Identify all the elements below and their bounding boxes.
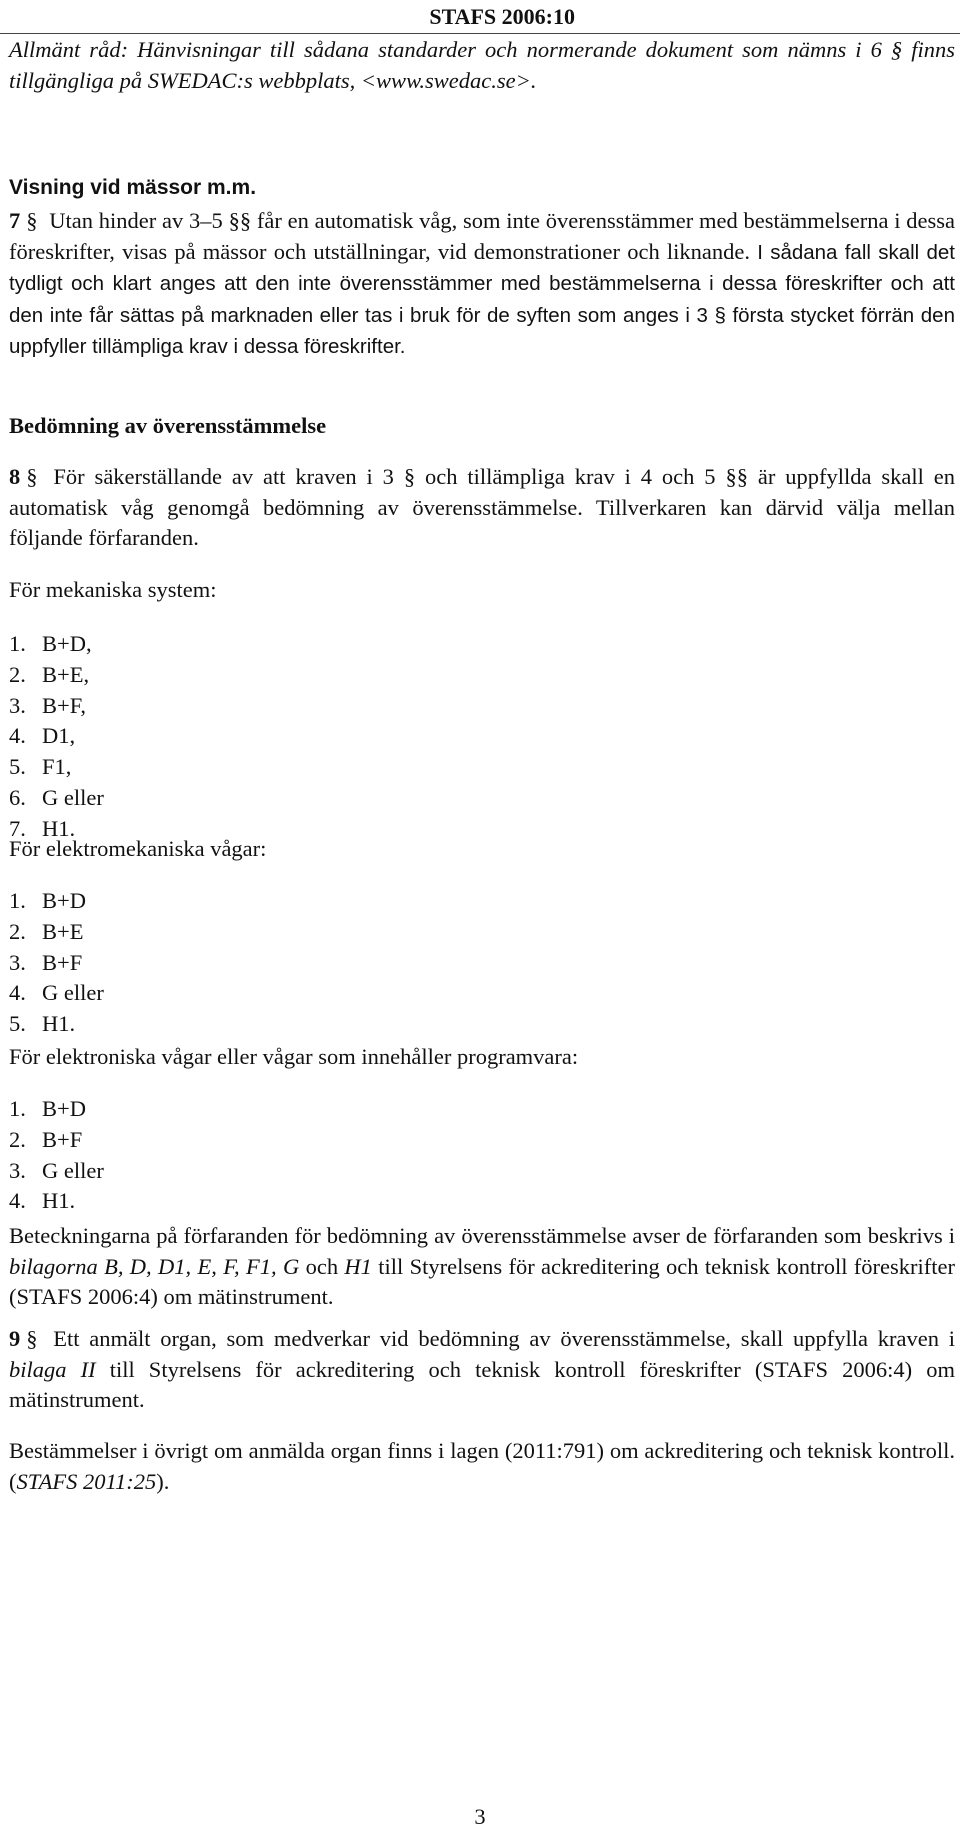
- paragraph-8-text: För säkerställande av att kraven i 3 § och tillämpliga krav i 4 och 5 §§ är uppfyllda skall en automatisk våg genomgå bedömning av överensstämmelse. Tillverkaren kan därvid välja mellan följande förfaranden.: [9, 464, 955, 550]
- mechanical-label: För mekaniska system:: [9, 577, 217, 602]
- list-item: 1. B+D: [9, 1096, 86, 1121]
- header-rule: [0, 33, 960, 34]
- list-item: 3. B+F,: [9, 692, 87, 718]
- mechanical-list: [9, 629, 104, 845]
- section-number-7: 7: [9, 208, 21, 233]
- list-item: 2. B+E: [9, 918, 84, 944]
- list-item: 4. G eller: [9, 980, 104, 1006]
- heading-assessment: Bedömning av överensstämmelse: [9, 413, 327, 438]
- section-sign: §: [26, 208, 38, 233]
- paragraph-9: 9 § Ett anmält organ, som medverkar vid bedömning av överensstämmelse, skall uppfylla kraven i bilaga II till Styrelsens för ackreditering och teknisk kontroll föreskrifter (STAFS 2006:4) om mätinstrument.: [9, 1326, 956, 1412]
- list-item: 7. H1.: [9, 815, 76, 841]
- list-item: 1. B+D,: [9, 631, 92, 656]
- electronic-list: [9, 1094, 104, 1217]
- amendment-ref: STAFS 2011:25: [16, 1468, 157, 1494]
- closing-paragraph: Bestämmelser i övrigt om anmälda organ finns i lagen (2011:791) om ackreditering och teknisk kontroll. (STAFS 2011:25).: [9, 1438, 955, 1494]
- section-sign: §: [26, 1326, 38, 1351]
- list-item: 3. B+F: [9, 949, 83, 975]
- annex-list: bilagorna B, D, D1, E, F, F1, G: [9, 1253, 300, 1279]
- list-item: 2. B+E,: [9, 661, 90, 687]
- list-item: 4. H1.: [9, 1188, 76, 1214]
- paragraph-7: [9, 206, 955, 363]
- electronic-label: För elektroniska vågar eller vågar som innehåller programvara:: [9, 1044, 579, 1069]
- list-item: 5. F1,: [9, 754, 72, 780]
- section-sign: §: [26, 464, 38, 489]
- list-item: 6. G eller: [9, 784, 104, 810]
- section-number-8: 8: [9, 464, 21, 489]
- designations-paragraph: Beteckningarna på förfaranden för bedömning av överensstämmelse avser de förfaranden som beskrivs i bilagorna B, D, D1, E, F, F1, G och H1 till Styrelsens för ackreditering och teknisk kontroll föreskrifter (STAFS 2006:4) om mätinstrument.: [9, 1223, 956, 1309]
- paragraph-7-text-sans: I sådana fall skall det tydligt och klart anges att den inte överensstämmer med bestämmelserna i dessa föreskrifter och att den inte får sättas på marknaden eller tas i bruk för de syften som anges i 3 § första stycket förrän den uppfyller tillämpliga krav i dessa föreskrifter.: [9, 240, 955, 358]
- electromechanical-list: [9, 886, 104, 1040]
- electromechanical-label: För elektromekaniska vågar:: [9, 836, 267, 861]
- running-header: STAFS 2006:10: [429, 4, 575, 29]
- section-number-9: 9: [9, 1326, 21, 1351]
- list-item: 3. G eller: [9, 1157, 104, 1183]
- page-number: 3: [474, 1804, 486, 1829]
- list-item: 1. B+D: [9, 888, 86, 913]
- list-item: 5. H1.: [9, 1011, 76, 1037]
- annex-ref: bilaga II: [9, 1356, 96, 1382]
- paragraph-8: [9, 462, 955, 554]
- heading-display: Visning vid mässor m.m.: [9, 176, 257, 199]
- list-item: 4. D1,: [9, 723, 76, 749]
- general-advice: Allmänt råd: Hänvisningar till sådana standarder och normerande dokument som nämns i 6 § finns tillgängliga på SWEDAC:s webbplats, <www.swedac.se>.: [9, 37, 955, 93]
- list-item: 2. B+F: [9, 1126, 83, 1152]
- paragraph-7-text-serif: Utan hinder av 3–5 §§ får en automatisk våg, som inte överensstämmer med bestämmelserna i dessa föreskrifter, visas på mässor och utställningar, vid demonstrationer och liknande.: [9, 208, 956, 264]
